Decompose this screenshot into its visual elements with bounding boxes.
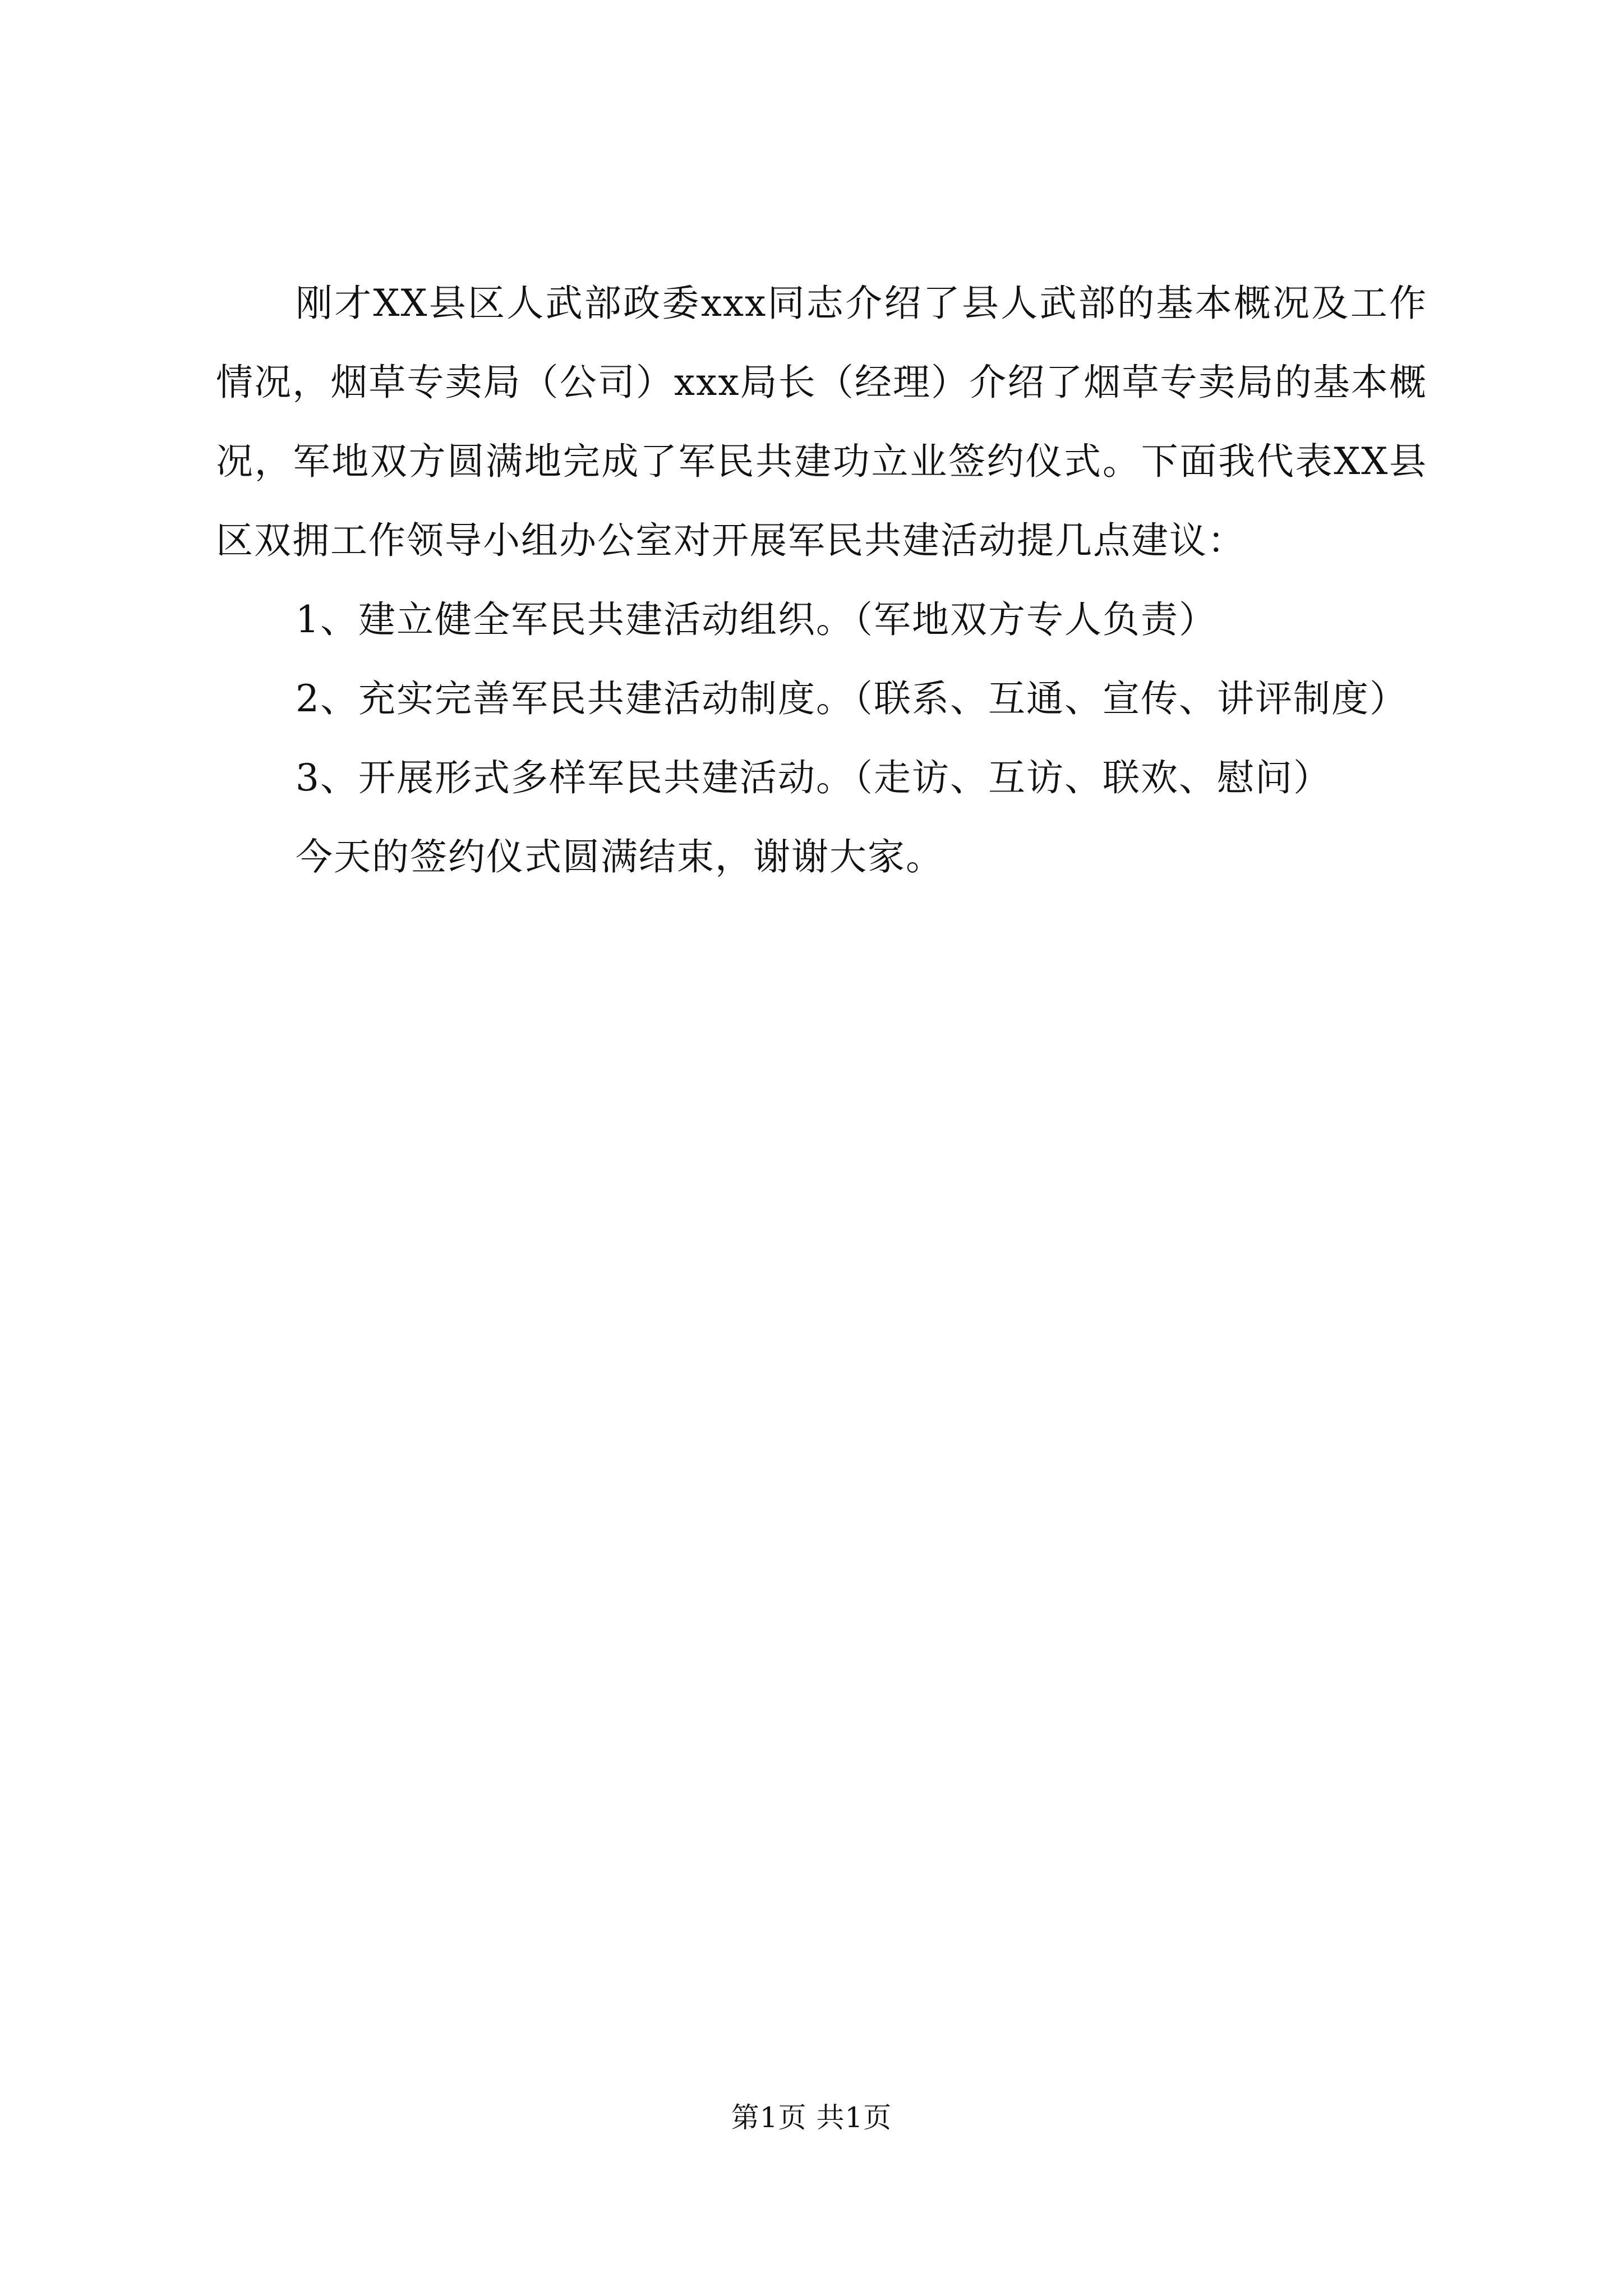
page-footer: 第1页 共1页 xyxy=(731,2101,892,2134)
paragraph-suggestion-1: 1、建立健全军民共建活动组织。（军地双方专人负责） xyxy=(296,598,1217,641)
paragraph-intro: 刚才XX县区人武部政委xxx同志介绍了县人武部的基本概况及工作情况，烟草专卖局（公司）xxx局长（经理）介绍了烟草专卖局的基本概况，军地双方圆满地完成了军民共建功立业签约仪式。下面我代表XX县区双拥工作领导小组办公室对开展军民共建活动提几点建议： xyxy=(216,282,1427,562)
document-body xyxy=(216,264,1427,896)
paragraph-closing: 今天的签约仪式圆满结束，谢谢大家。 xyxy=(296,835,944,878)
paragraph-suggestion-3: 3、开展形式多样军民共建活动。（走访、互访、联欢、慰问） xyxy=(296,756,1331,799)
paragraph-suggestion-2: 2、充实完善军民共建活动制度。（联系、互通、宣传、讲评制度） xyxy=(296,677,1408,720)
